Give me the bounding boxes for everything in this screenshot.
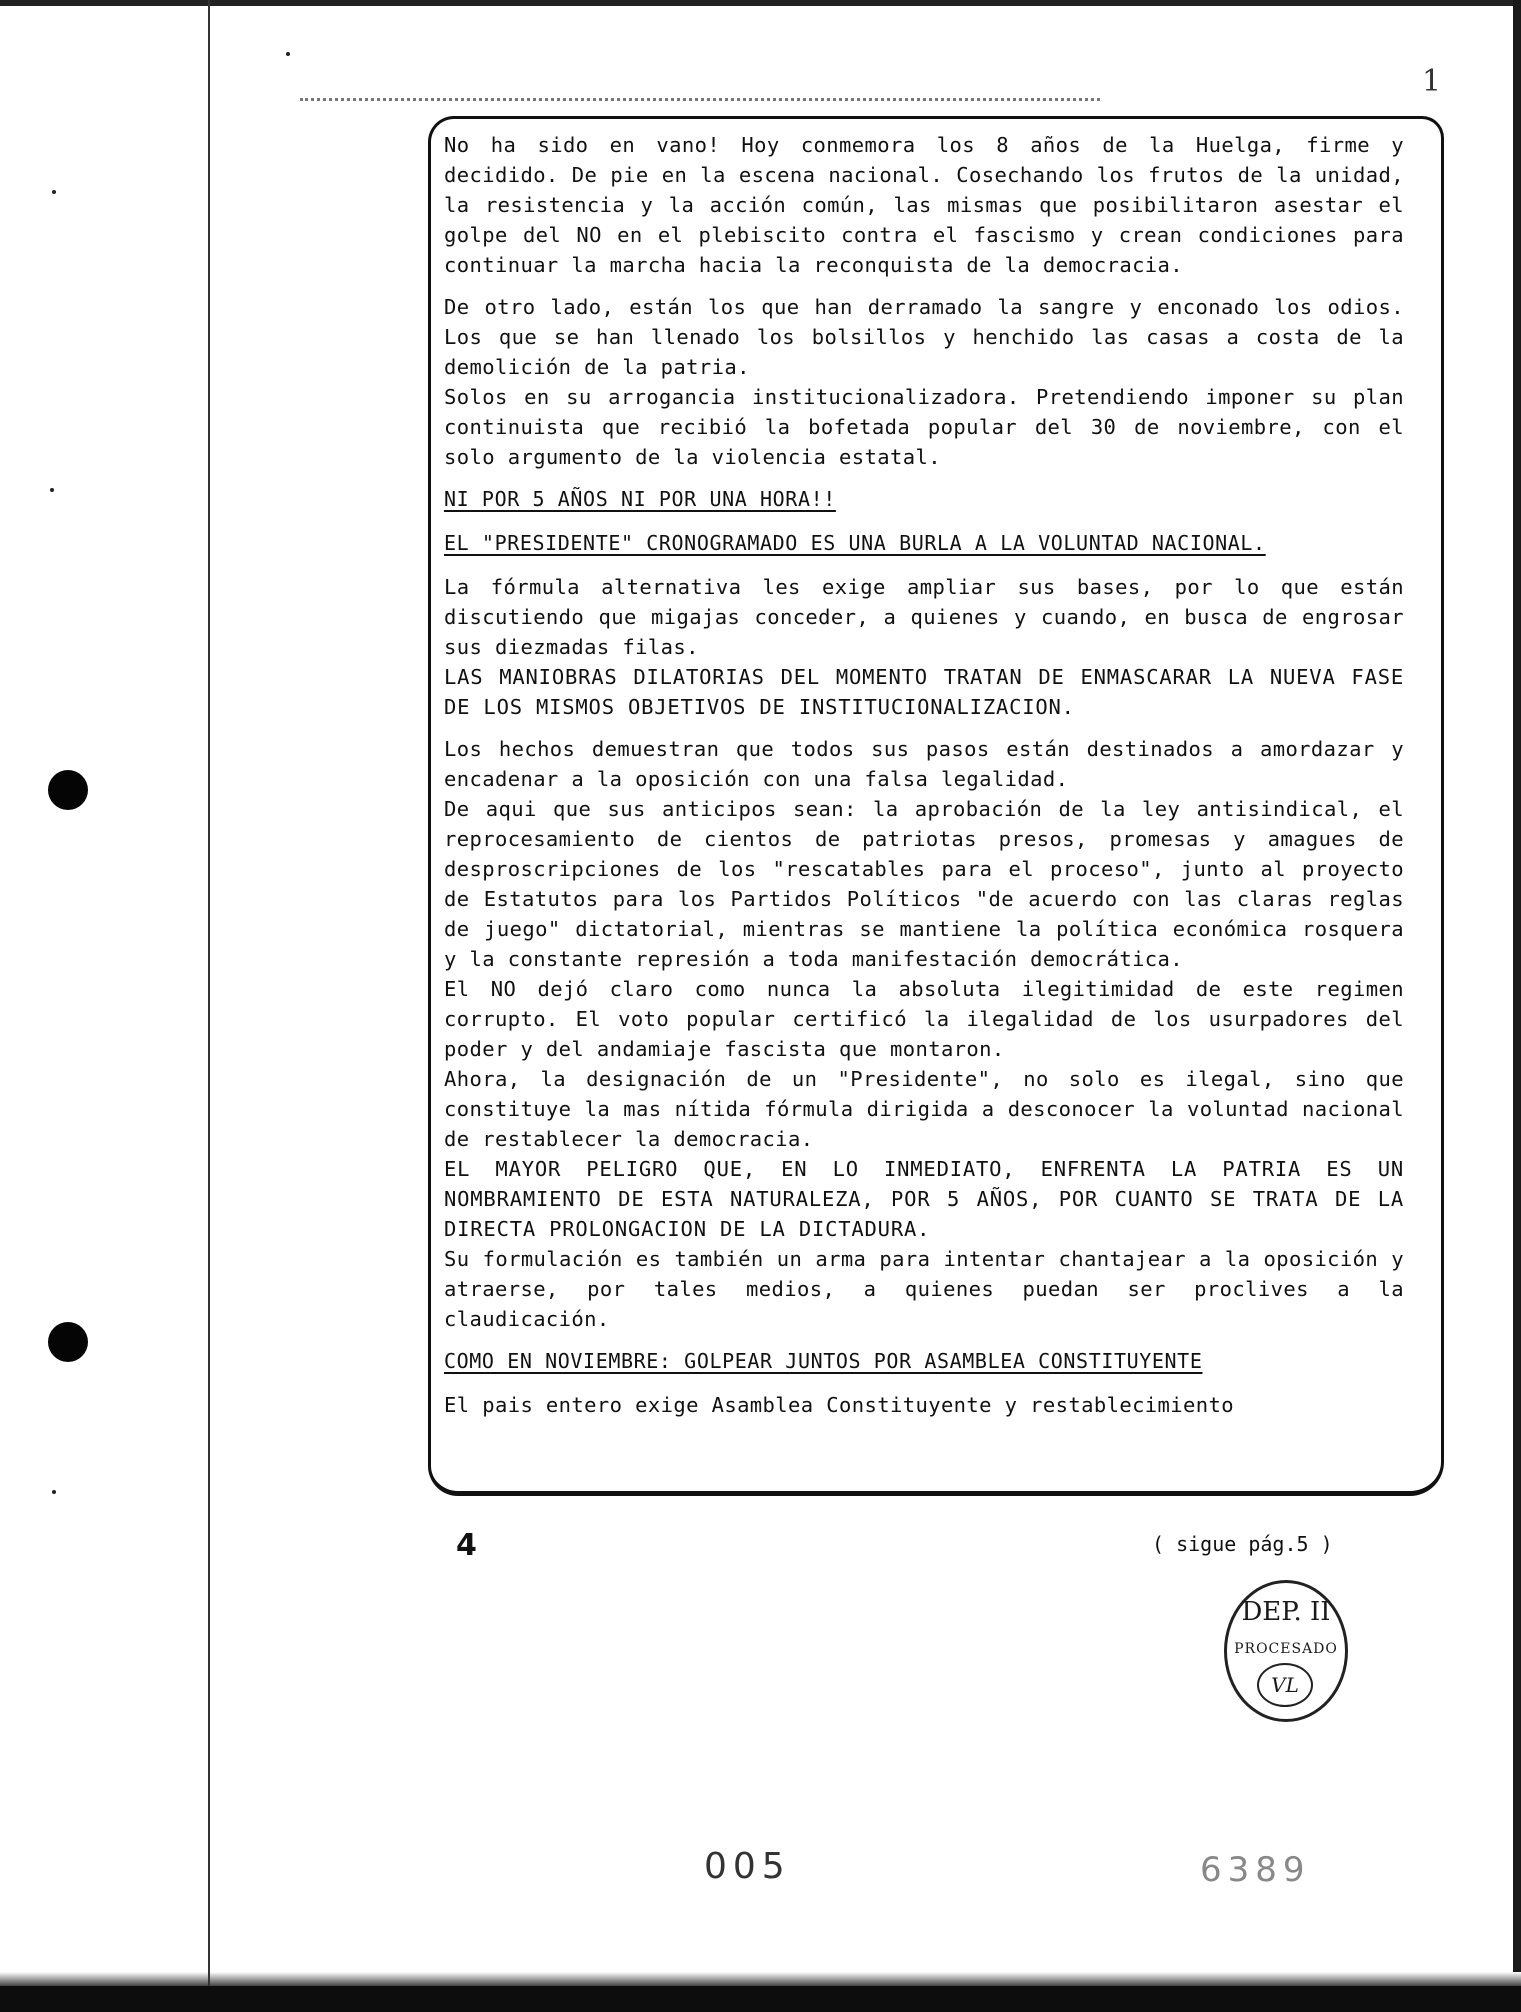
- paragraph: De aqui que sus anticipos sean: la aprobación de la ley antisindical, el reprocesamiento de cientos de patriotas presos, promesas y amagues de desproscripciones de los "rescatables para el proceso", junto al proyecto de Estatutos para los Partidos Políticos "de acuerdo con las claras reglas de juego" dictatorial, mientras se mantiene la política económica rosquera y la constante represión a toda manifestación democrática.: [444, 797, 1417, 971]
- scan-edge-top: [0, 0, 1521, 6]
- archive-code: 6389: [1200, 1850, 1311, 1890]
- heading: COMO EN NOVIEMBRE: GOLPEAR JUNTOS POR ASAMBLEA CONSTITUYENTE: [444, 1349, 1203, 1373]
- paragraph: El pais entero exige Asamblea Constituyente y restablecimiento: [444, 1393, 1235, 1417]
- archive-stamp: [1224, 1580, 1348, 1722]
- speck: [52, 1490, 56, 1494]
- stamp-line: PROCESADO: [1234, 1641, 1338, 1657]
- paragraph: No ha sido en vano! Hoy conmemora los 8 años de la Huelga, firme y decidido. De pie en la escena nacional. Cosechando los frutos de la unidad, la resistencia y la acción común, las mismas que posibilitaron asestar el golpe del NO en el plebiscito contra el fascismo y crean condiciones para continuar la marcha hacia la reconquista de la democracia.: [444, 133, 1417, 277]
- scan-shadow: [0, 1972, 1521, 1986]
- stamp-initials: VL: [1257, 1663, 1313, 1707]
- page-number: 4: [456, 1528, 477, 1563]
- margin-rule: [208, 0, 210, 1986]
- paragraph: De otro lado, están los que han derramado la sangre y enconado los odios. Los que se han llenado los bolsillos y henchido las casas a costa de la demolición de la patria.: [444, 295, 1417, 379]
- paragraph: La fórmula alternativa les exige ampliar sus bases, por lo que están discutiendo que migajas conceder, a quienes y cuando, en busca de engrosar sus diezmadas filas.: [444, 575, 1417, 659]
- binder-hole: [48, 1322, 88, 1362]
- speck: [50, 488, 54, 492]
- scan-edge-right: [1513, 0, 1521, 2012]
- continuation-note: ( sigue pág.5 ): [1152, 1532, 1333, 1556]
- scan-edge-bottom: [0, 1986, 1521, 2012]
- speck: [52, 190, 56, 194]
- paragraph: Su formulación es también un arma para intentar chantajear a la oposición y atraerse, por tales medios, a quienes puedan ser proclives a la claudicación.: [444, 1247, 1417, 1331]
- paragraph: EL MAYOR PELIGRO QUE, EN LO INMEDIATO, ENFRENTA LA PATRIA ES UN NOMBRAMIENTO DE ESTA NATURALEZA, POR 5 AÑOS, POR CUANTO SE TRATA DE LA DIRECTA PROLONGACION DE LA DICTADURA.: [444, 1157, 1418, 1241]
- paragraph: El NO dejó claro como nunca la absoluta ilegitimidad de este regimen corrupto. El voto popular certificó la ilegalidad de los usurpadores del poder y del andamiaje fascista que montaron.: [444, 977, 1417, 1061]
- binder-hole: [48, 770, 88, 810]
- paragraph: LAS MANIOBRAS DILATORIAS DEL MOMENTO TRATAN DE ENMASCARAR LA NUEVA FASE DE LOS MISMOS OBJETIVOS DE INSTITUCIONALIZACION.: [444, 665, 1418, 719]
- heading: EL "PRESIDENTE" CRONOGRAMADO ES UNA BURLA A LA VOLUNTAD NACIONAL.: [444, 531, 1266, 555]
- archive-corner-mark: 1: [1422, 64, 1442, 99]
- faint-cut-text: [300, 98, 1100, 105]
- folio-number: 005: [704, 1846, 791, 1887]
- paragraph: Ahora, la designación de un "Presidente", no solo es ilegal, sino que constituye la mas nítida fórmula dirigida a desconocer la voluntad nacional de restablecer la democracia.: [444, 1067, 1417, 1151]
- paragraph: Los hechos demuestran que todos sus pasos están destinados a amordazar y encadenar a la oposición con una falsa legalidad.: [444, 737, 1417, 791]
- heading: NI POR 5 AÑOS NI POR UNA HORA!!: [444, 487, 836, 511]
- paragraph: Solos en su arrogancia institucionalizadora. Pretendiendo imponer su plan continuista que recibió la bofetada popular del 30 de noviembre, con el solo argumento de la violencia estatal.: [444, 385, 1417, 469]
- document-body: [444, 130, 1418, 1432]
- speck: [286, 52, 290, 56]
- stamp-line: DEP. II: [1241, 1597, 1331, 1627]
